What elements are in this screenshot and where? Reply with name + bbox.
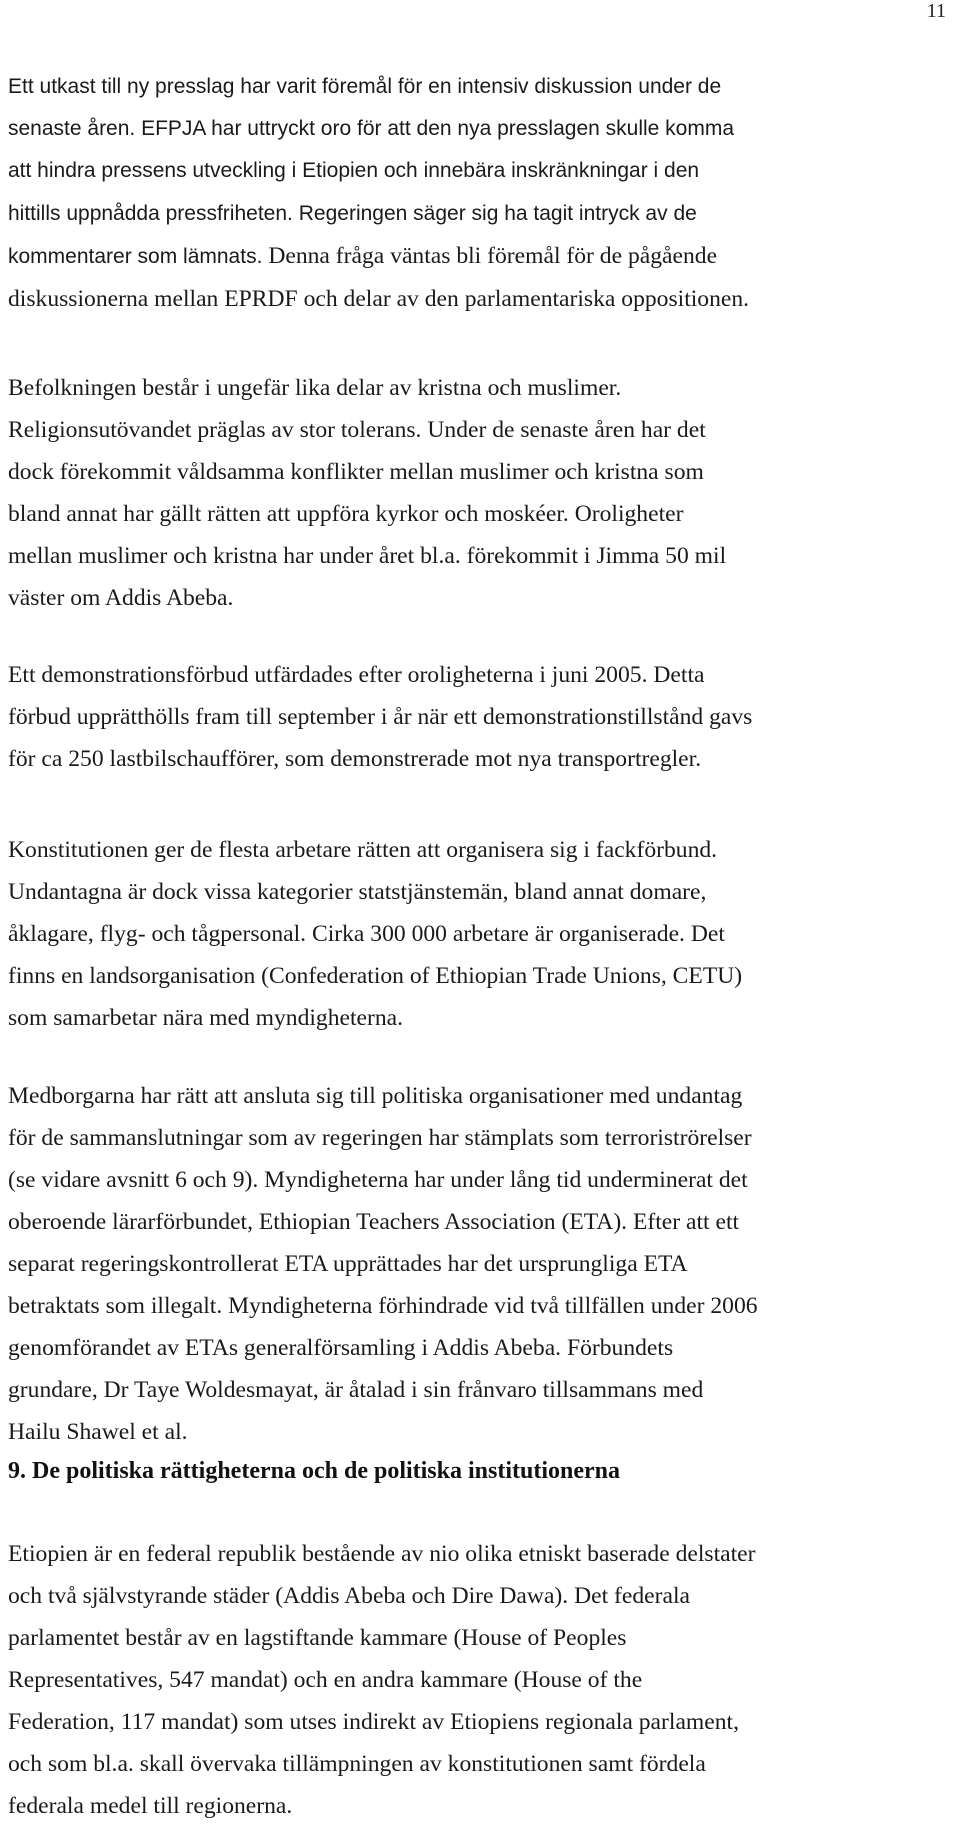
text-line: separat regeringskontrollerat ETA upprättades har det ursprungliga ETA (8, 1251, 688, 1277)
text-line: dock förekommit våldsamma konflikter mellan muslimer och kristna som (8, 459, 704, 485)
text-line: (se vidare avsnitt 6 och 9). Myndigheterna har under lång tid underminerat det (8, 1167, 748, 1193)
text-line: Ett utkast till ny presslag har varit föremål för en intensiv diskussion under de (8, 75, 722, 98)
text-line: och som bl.a. skall övervaka tillämpningen av konstitutionen samt fördela (8, 1751, 706, 1777)
paragraph-organisations (8, 1075, 960, 1453)
text-line: väster om Addis Abeba. (8, 585, 234, 611)
text-line: oberoende lärarförbundet, Ethiopian Teachers Association (ETA). Efter att ett (8, 1209, 740, 1235)
text-line: att hindra pressens utveckling i Etiopien och innebära inskränkningar i den (8, 159, 700, 182)
text-line: betraktats som illegalt. Myndigheterna förhindrade vid två tillfällen under 2006 (8, 1293, 758, 1319)
text-line: grundare, Dr Taye Woldesmayat, är åtalad i sin frånvaro tillsammans med (8, 1377, 704, 1403)
text-line: Denna fråga väntas bli föremål för de pågående (268, 243, 718, 269)
text-line: Undantagna är dock vissa kategorier statstjänstemän, bland annat domare, (8, 879, 707, 905)
text-line: Federation, 117 mandat) som utses indirekt av Etiopiens regionala parlament, (8, 1709, 739, 1735)
text-line: Regeringen säger sig ha tagit intryck av de (298, 202, 697, 225)
section-heading: 9. De politiska rättigheterna och de politiska institutionerna (8, 1458, 621, 1484)
text-line: Etiopien är en federal republik bestående av nio olika etniskt baserade delstater (8, 1541, 756, 1567)
text-line: parlamentet består av en lagstiftande kammare (House of Peoples (8, 1625, 627, 1651)
text-line: Konstitutionen ger de flesta arbetare rätten att organisera sig i fackförbund. (8, 837, 718, 863)
text-line: åklagare, flyg- och tågpersonal. Cirka 300 000 arbetare är organiserade. Det (8, 921, 725, 947)
text-line: senaste åren. EFPJA har uttryckt oro för att den nya presslagen skulle komma (8, 117, 735, 140)
text-line: federala medel till regionerna. (8, 1793, 293, 1819)
text-line: kommentarer som lämnats. (8, 245, 263, 268)
text-line: Religionsutövandet präglas av stor tolerans. Under de senaste åren har det (8, 417, 706, 443)
text-line: och två självstyrande städer (Addis Abeba och Dire Dawa). Det federala (8, 1583, 690, 1609)
text-line: genomförandet av ETAs generalförsamling i Addis Abeba. Förbundets (8, 1335, 674, 1361)
text-line: för de sammanslutningar som av regeringen har stämplats som terroriströrelser (8, 1125, 752, 1151)
paragraph-trade-unions (8, 829, 960, 1039)
text-line: diskussionerna mellan EPRDF och delar av den parlamentariska oppositionen. (8, 286, 750, 312)
paragraph-religion (8, 367, 960, 619)
text-line: som samarbetar nära med myndigheterna. (8, 1005, 404, 1031)
text-line: finns en landsorganisation (Confederation of Ethiopian Trade Unions, CETU) (8, 963, 743, 989)
text-line: Representatives, 547 mandat) och en andra kammare (House of the (8, 1667, 643, 1693)
text-line: Befolkningen består i ungefär lika delar av kristna och muslimer. (8, 375, 622, 401)
text-line: mellan muslimer och kristna har under året bl.a. förekommit i Jimma 50 mil (8, 543, 727, 569)
paragraph-demonstration-ban (8, 654, 960, 780)
page-number: 11 (926, 0, 946, 22)
text-line: bland annat har gällt rätten att uppföra kyrkor och moskéer. Oroligheter (8, 501, 684, 527)
text-line: hittills uppnådda pressfriheten. (8, 202, 293, 225)
text-line: Ett demonstrationsförbud utfärdades efter oroligheterna i juni 2005. Detta (8, 662, 705, 688)
paragraph-press-law (8, 66, 960, 320)
text-line: Medborgarna har rätt att ansluta sig till politiska organisationer med undantag (8, 1083, 743, 1109)
text-line: förbud upprätthölls fram till september i år när ett demonstrationstillstånd gavs (8, 704, 753, 730)
text-line: för ca 250 lastbilschaufförer, som demonstrerade mot nya transportregler. (8, 746, 702, 772)
text-line: Hailu Shawel et al. (8, 1419, 188, 1445)
paragraph-federal-republic (8, 1533, 960, 1827)
